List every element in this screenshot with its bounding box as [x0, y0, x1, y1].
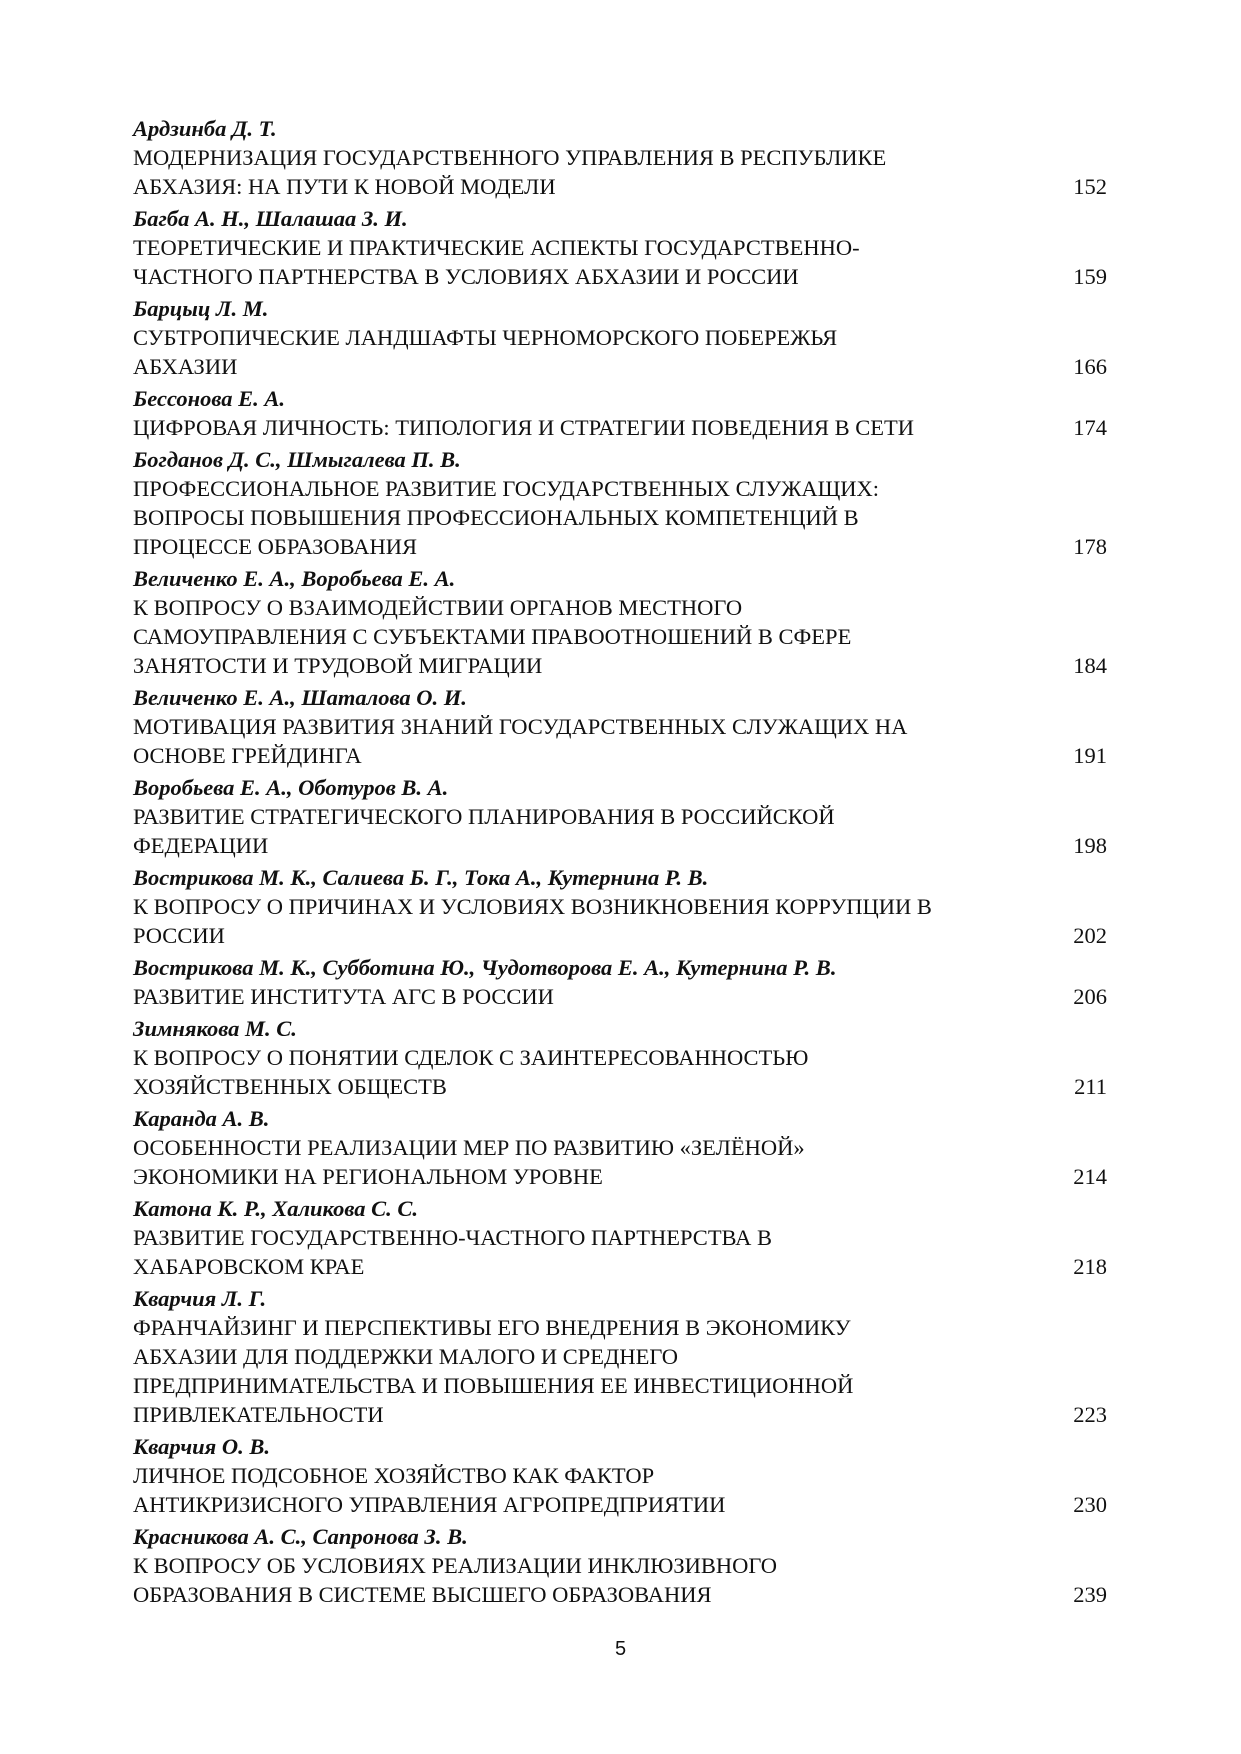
- toc-entry-title: [133, 1313, 1033, 1429]
- toc-entry-title: [133, 474, 1033, 561]
- toc-entry[interactable]: [133, 773, 1111, 860]
- toc-entry[interactable]: [133, 863, 1111, 950]
- toc-entry-page-number: 191: [1073, 743, 1107, 768]
- toc-entry-page-number: 206: [1073, 984, 1107, 1009]
- toc-entry-authors: Зимнякова М. С.: [133, 1016, 297, 1041]
- toc-entry-title-row: [133, 1043, 1111, 1101]
- toc-entry-title-line: ОСОБЕННОСТИ РЕАЛИЗАЦИИ МЕР ПО РАЗВИТИЮ «ЗЕЛЁНОЙ»: [133, 1135, 805, 1160]
- toc-entry-title-line: ПРИВЛЕКАТЕЛЬНОСТИ: [133, 1402, 384, 1427]
- toc-entry-authors: Кварчия Л. Г.: [133, 1286, 267, 1311]
- toc-entry-title-line: ПРЕДПРИНИМАТЕЛЬСТВА И ПОВЫШЕНИЯ ЕЕ ИНВЕСТИЦИОННОЙ: [133, 1373, 854, 1398]
- toc-entry-title-line: ТЕОРЕТИЧЕСКИЕ И ПРАКТИЧЕСКИЕ АСПЕКТЫ ГОСУДАРСТВЕННО-: [133, 235, 860, 260]
- toc-entry-title: [133, 143, 1033, 201]
- toc-entry-title-line: ФРАНЧАЙЗИНГ И ПЕРСПЕКТИВЫ ЕГО ВНЕДРЕНИЯ В ЭКОНОМИКУ: [133, 1315, 851, 1340]
- toc-entry[interactable]: [133, 1284, 1111, 1429]
- toc-entry-title-line: РОССИИ: [133, 923, 225, 948]
- toc-entry[interactable]: [133, 1104, 1111, 1191]
- toc-entry-title-row: [133, 413, 1111, 442]
- toc-entry-title-line: МОДЕРНИЗАЦИЯ ГОСУДАРСТВЕННОГО УПРАВЛЕНИЯ В РЕСПУБЛИКЕ: [133, 145, 887, 170]
- toc-entry-title-row: [133, 474, 1111, 561]
- toc-entry-page-number: 198: [1073, 833, 1107, 858]
- toc-entry-authors: Багба А. Н., Шалашаа З. И.: [133, 206, 408, 231]
- toc-entry-title-row: [133, 1313, 1111, 1429]
- toc-entry-authors: Вострикова М. К., Салиева Б. Г., Тока А., Кутернина Р. В.: [133, 865, 709, 890]
- toc-entry-page-number: 178: [1073, 534, 1107, 559]
- toc-entry-title-line: РАЗВИТИЕ ГОСУДАРСТВЕННО-ЧАСТНОГО ПАРТНЕРСТВА В: [133, 1225, 773, 1250]
- toc-entry-title-line: ОСНОВЕ ГРЕЙДИНГА: [133, 743, 362, 768]
- toc-entry-authors: Барцыц Л. М.: [133, 296, 269, 321]
- toc-entry-title: [133, 413, 1033, 442]
- toc-entry-title: [133, 1461, 1033, 1519]
- toc-entry-title-line: ХАБАРОВСКОМ КРАЕ: [133, 1254, 365, 1279]
- toc-entry-title-line: ВОПРОСЫ ПОВЫШЕНИЯ ПРОФЕССИОНАЛЬНЫХ КОМПЕТЕНЦИЙ В: [133, 505, 859, 530]
- toc-entry-title-row: [133, 323, 1111, 381]
- toc-entry-title-line: АБХАЗИИ: [133, 354, 238, 379]
- toc-entry-title-line: РАЗВИТИЕ ИНСТИТУТА АГС В РОССИИ: [133, 984, 554, 1009]
- toc-entry-title-row: [133, 143, 1111, 201]
- toc-entry-title-row: [133, 233, 1111, 291]
- toc-entry-title-line: МОТИВАЦИЯ РАЗВИТИЯ ЗНАНИЙ ГОСУДАРСТВЕННЫХ СЛУЖАЩИХ НА: [133, 714, 908, 739]
- toc-entry-title-line: К ВОПРОСУ ОБ УСЛОВИЯХ РЕАЛИЗАЦИИ ИНКЛЮЗИВНОГО: [133, 1553, 778, 1578]
- toc-entry-page-number: 218: [1073, 1254, 1107, 1279]
- toc-entry-title: [133, 1551, 1033, 1609]
- toc-entry-title-line: АНТИКРИЗИСНОГО УПРАВЛЕНИЯ АГРОПРЕДПРИЯТИИ: [133, 1492, 726, 1517]
- toc-entry-page-number: 230: [1073, 1492, 1107, 1517]
- toc-entry-title-line: ФЕДЕРАЦИИ: [133, 833, 269, 858]
- toc-entry-title-line: ЛИЧНОЕ ПОДСОБНОЕ ХОЗЯЙСТВО КАК ФАКТОР: [133, 1463, 655, 1488]
- toc-entry-title: [133, 712, 1033, 770]
- toc-entry-title: [133, 892, 1033, 950]
- toc-entry-page-number: 223: [1073, 1402, 1107, 1427]
- toc-entry-title: [133, 802, 1033, 860]
- toc-entry[interactable]: [133, 1432, 1111, 1519]
- toc-entry-title-line: АБХАЗИЯ: НА ПУТИ К НОВОЙ МОДЕЛИ: [133, 174, 556, 199]
- toc-entry-title: [133, 1133, 1033, 1191]
- toc-entry-title: [133, 1223, 1033, 1281]
- toc-entry[interactable]: [133, 1194, 1111, 1281]
- toc-entry-title-line: К ВОПРОСУ О ПРИЧИНАХ И УСЛОВИЯХ ВОЗНИКНОВЕНИЯ КОРРУПЦИИ В: [133, 894, 932, 919]
- toc-entry-title-line: ЭКОНОМИКИ НА РЕГИОНАЛЬНОМ УРОВНЕ: [133, 1164, 603, 1189]
- toc-entry[interactable]: [133, 1522, 1111, 1609]
- toc-entry-title-line: К ВОПРОСУ О ВЗАИМОДЕЙСТВИИ ОРГАНОВ МЕСТНОГО: [133, 595, 743, 620]
- toc-entry-title-line: ЧАСТНОГО ПАРТНЕРСТВА В УСЛОВИЯХ АБХАЗИИ И РОССИИ: [133, 264, 799, 289]
- toc-entry-title-line: АБХАЗИИ ДЛЯ ПОДДЕРЖКИ МАЛОГО И СРЕДНЕГО: [133, 1344, 679, 1369]
- toc-entry[interactable]: [133, 564, 1111, 680]
- toc-entry[interactable]: [133, 294, 1111, 381]
- toc-entry-title-row: [133, 802, 1111, 860]
- toc-entry-title-line: ПРОФЕССИОНАЛЬНОЕ РАЗВИТИЕ ГОСУДАРСТВЕННЫХ СЛУЖАЩИХ:: [133, 476, 880, 501]
- toc-entry-title: [133, 323, 1033, 381]
- toc-entry-authors: Воробьева Е. А., Оботуров В. А.: [133, 775, 449, 800]
- toc-entry-authors: Вострикова М. К., Субботина Ю., Чудотворова Е. А., Кутернина Р. В.: [133, 955, 837, 980]
- toc-entry-title: [133, 1043, 1033, 1101]
- toc-entry-title-line: К ВОПРОСУ О ПОНЯТИИ СДЕЛОК С ЗАИНТЕРЕСОВАННОСТЬЮ: [133, 1045, 809, 1070]
- toc-entry-page-number: 159: [1073, 264, 1107, 289]
- toc-entry-page-number: 184: [1073, 653, 1107, 678]
- toc-entry-authors: Бессонова Е. А.: [133, 386, 286, 411]
- toc-entry[interactable]: [133, 114, 1111, 201]
- toc-entry-page-number: 239: [1073, 1582, 1107, 1607]
- toc-entry-page-number: 202: [1073, 923, 1107, 948]
- toc-entry[interactable]: [133, 204, 1111, 291]
- toc-entry[interactable]: [133, 1014, 1111, 1101]
- toc-entry-title-line: ОБРАЗОВАНИЯ В СИСТЕМЕ ВЫСШЕГО ОБРАЗОВАНИЯ: [133, 1582, 712, 1607]
- toc-entry-authors: Ардзинба Д. Т.: [133, 116, 277, 141]
- toc-entry-title-line: СУБТРОПИЧЕСКИЕ ЛАНДШАФТЫ ЧЕРНОМОРСКОГО ПОБЕРЕЖЬЯ: [133, 325, 838, 350]
- toc-entry-title-row: [133, 1223, 1111, 1281]
- toc-entry-title: [133, 233, 1033, 291]
- toc-entry-page-number: 166: [1073, 354, 1107, 379]
- toc-entry-authors: Катона К. Р., Халикова С. С.: [133, 1196, 418, 1221]
- toc-entry-authors: Красникова А. С., Сапронова З. В.: [133, 1524, 468, 1549]
- toc-entry-title: [133, 982, 1033, 1011]
- toc-entry-title-line: ПРОЦЕССЕ ОБРАЗОВАНИЯ: [133, 534, 418, 559]
- toc-entry-authors: Величенко Е. А., Шаталова О. И.: [133, 685, 467, 710]
- toc-entry[interactable]: [133, 953, 1111, 1011]
- toc-entry-title: [133, 593, 1033, 680]
- toc-entry-page-number: 152: [1073, 174, 1107, 199]
- toc-entry-title-row: [133, 1133, 1111, 1191]
- toc-entry-authors: Каранда А. В.: [133, 1106, 270, 1131]
- toc-entry-title-line: ЗАНЯТОСТИ И ТРУДОВОЙ МИГРАЦИИ: [133, 653, 543, 678]
- toc-entry-title-line: ХОЗЯЙСТВЕННЫХ ОБЩЕСТВ: [133, 1074, 447, 1099]
- page-number: 5: [614, 1638, 627, 1660]
- toc-entry-title-row: [133, 593, 1111, 680]
- toc-entry-title-row: [133, 1551, 1111, 1609]
- toc-entry-title-line: САМОУПРАВЛЕНИЯ С СУБЪЕКТАМИ ПРАВООТНОШЕНИЙ В СФЕРЕ: [133, 624, 852, 649]
- toc-entry-page-number: 214: [1073, 1164, 1107, 1189]
- table-of-contents: [133, 114, 1111, 1612]
- toc-entry-page-number: 211: [1074, 1074, 1107, 1099]
- toc-entry[interactable]: [133, 683, 1111, 770]
- toc-entry-title-row: [133, 1461, 1111, 1519]
- toc-entry-title-line: ЦИФРОВАЯ ЛИЧНОСТЬ: ТИПОЛОГИЯ И СТРАТЕГИИ ПОВЕДЕНИЯ В СЕТИ: [133, 415, 914, 440]
- toc-entry-authors: Величенко Е. А., Воробьева Е. А.: [133, 566, 456, 591]
- toc-entry-title-row: [133, 712, 1111, 770]
- toc-entry-authors: Богданов Д. С., Шмыгалева П. В.: [133, 447, 461, 472]
- toc-entry[interactable]: [133, 445, 1111, 561]
- toc-entry-authors: Кварчия О. В.: [133, 1434, 271, 1459]
- toc-entry-title-row: [133, 892, 1111, 950]
- toc-entry-page-number: 174: [1073, 415, 1107, 440]
- toc-entry-title-row: [133, 982, 1111, 1011]
- toc-entry[interactable]: [133, 384, 1111, 442]
- toc-entry-title-line: РАЗВИТИЕ СТРАТЕГИЧЕСКОГО ПЛАНИРОВАНИЯ В РОССИЙСКОЙ: [133, 804, 835, 829]
